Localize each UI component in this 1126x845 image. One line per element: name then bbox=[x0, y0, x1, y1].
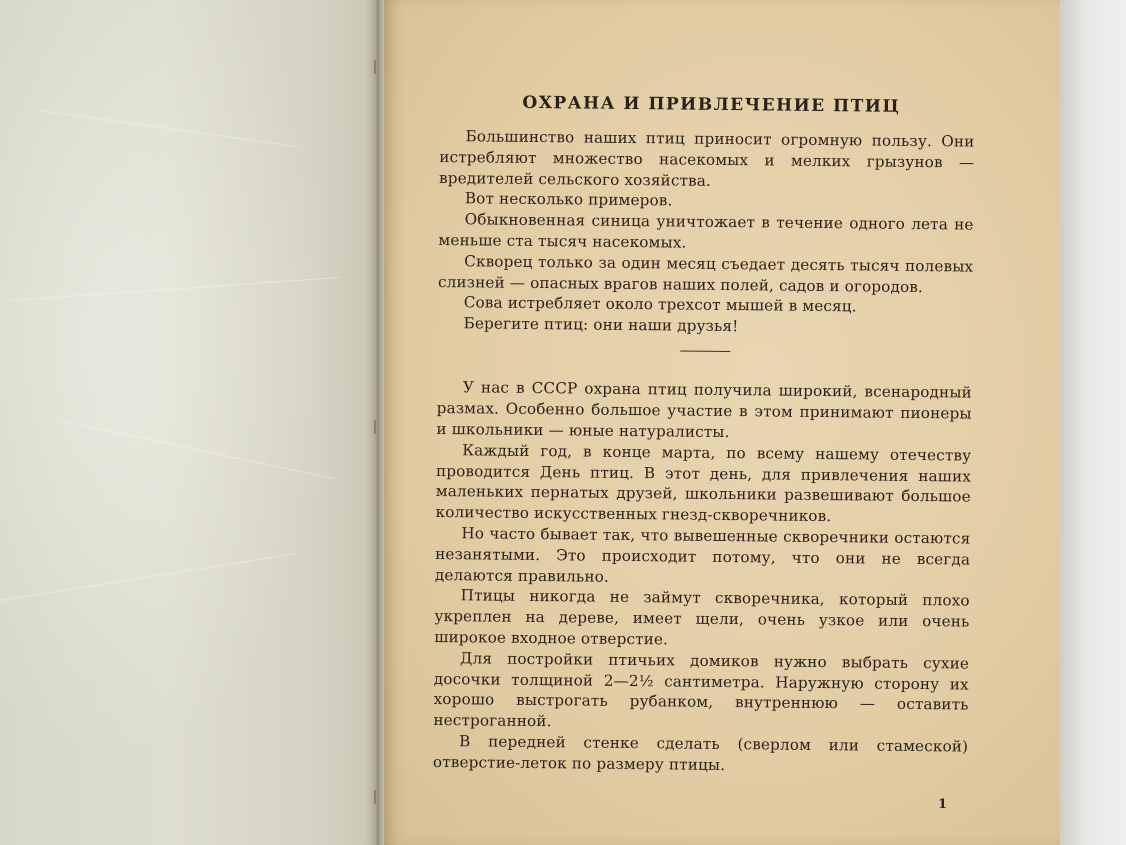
paragraph: Скворец только за один месяц съедает десять тысяч полевых слизней — опасных врагов наших полей, садов и огородов. bbox=[437, 252, 974, 296]
paragraph: Но часто бывает так, что вывешенные скворечники остаются незанятыми. Это происходит потому, что они не всегда делаются правильно. bbox=[434, 524, 971, 586]
paper-crease bbox=[0, 553, 296, 601]
paragraph: Для постройки птичьих домиков нужно выбрать сухие досочки толщиной 2—2½ сантиметра. Наружную сторону их хорошо выстрогать рубанком, внутреннюю — оставить нестроганной. bbox=[433, 649, 970, 731]
paragraph: Обыкновенная синица уничтожает в течение одного лета не меньше ста тысяч насекомых. bbox=[438, 210, 974, 252]
binding-stitch bbox=[374, 790, 376, 804]
paragraph: У нас в СССР охрана птиц получила широкий, всенародный размах. Особенно большое участие в этом принимают пионеры и школьники — юные натуралисты. bbox=[436, 378, 972, 442]
paragraph: Птицы никогда не займут скворечника, который плохо укреплен на дереве, имеет щели, очень узкое или очень широкое входное отверстие. bbox=[434, 586, 970, 649]
paper-crease bbox=[10, 277, 339, 301]
paragraph: Большинство наших птиц приносит огромную пользу. Они истребляют множество насекомых и мелких грызунов — вредителей сельского хозяйства. bbox=[439, 127, 975, 190]
paragraph: Каждый год, в конце марта, по всему нашему отечеству проводится День птиц. В этот день, для привлечения наших маленьких пернатых друзей, школьники развешивают большое количество искусственных гнезд-скворечников. bbox=[435, 441, 972, 526]
paper-crease bbox=[60, 420, 334, 479]
page-text-block bbox=[433, 92, 975, 778]
binding-stitch bbox=[374, 420, 376, 434]
paragraph: Сова истребляет около трехсот мышей в месяц. bbox=[463, 293, 857, 316]
paragraph: В передней стенке сделать (сверлом или стамеской) отверстие-леток по размеру птицы. bbox=[432, 732, 969, 774]
paragraph: Берегите птиц: они наши друзья! bbox=[463, 314, 739, 336]
paper-crease bbox=[40, 110, 298, 147]
left-blank-page bbox=[0, 0, 378, 845]
background-surface bbox=[1060, 0, 1126, 845]
paragraph: Вот несколько примеров. bbox=[464, 189, 673, 210]
page-number: 1 bbox=[938, 797, 948, 812]
page-title: ОХРАНА И ПРИВЛЕЧЕНИЕ ПТИЦ bbox=[522, 92, 901, 117]
section-divider bbox=[680, 350, 730, 352]
binding-stitch bbox=[374, 60, 376, 74]
